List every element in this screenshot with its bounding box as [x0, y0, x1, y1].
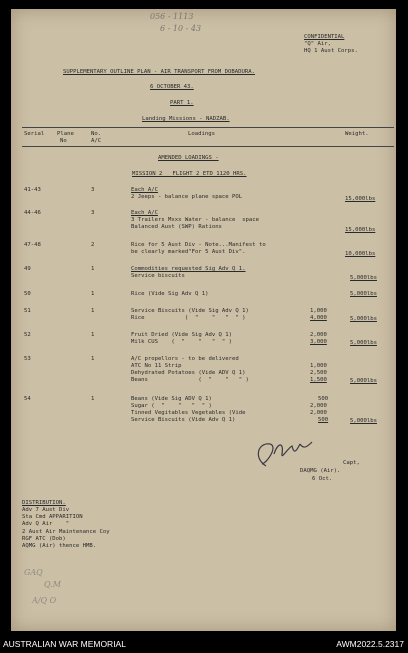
archive-footer — [0, 634, 408, 653]
row-qty: 2,000 — [310, 403, 327, 409]
row-loading: 3 Trailers Mxxx Water - balance space — [131, 217, 259, 223]
handwritten-note: Q.M — [44, 580, 61, 589]
row-loading: Rice ( " " " " ) — [131, 315, 246, 321]
row-qty: 1,000 — [310, 363, 327, 369]
row-loading: Tinned Vegitables Vegetables (Vide — [131, 410, 246, 416]
signature-title: DAQMG (Air). — [300, 468, 341, 474]
row-ac: 1 — [91, 291, 95, 297]
row-loading: Rice (Vide Sig Adv Q 1) — [131, 291, 209, 297]
header-hq: HQ 1 Aust Corps. — [304, 48, 358, 54]
handwritten-reference: 056 - 1113 — [150, 12, 194, 21]
row-ac: 1 — [91, 332, 95, 338]
row-qty: 2,500 — [310, 370, 327, 376]
row-loading: Each A/C — [131, 210, 158, 216]
mission-heading: MISSION 2 FLIGHT 2 ETD 1120 HRS. — [132, 171, 247, 177]
col-serial-header: Serial — [24, 131, 45, 137]
archive-reference: AWM2022.5.2317 — [336, 639, 404, 649]
row-loading: ATC No 11 Strip — [131, 363, 182, 369]
row-weight: 5,000lbs — [350, 275, 377, 281]
row-weight: 5,000lbs — [350, 316, 377, 322]
row-loading: 2 Jeeps - balance plane space POL — [131, 194, 243, 200]
row-ac: 3 — [91, 187, 95, 193]
row-loading: Sugar ( " " " " ) — [131, 403, 212, 409]
handwritten-note: GAQ — [24, 568, 43, 577]
row-weight: 5,000lbs — [350, 291, 377, 297]
row-loading: Dehydrated Potatoes (Vide ADV Q 1) — [131, 370, 246, 376]
row-serial: 53 — [24, 356, 31, 362]
row-loading: Rice for 5 Aust Div - Note...Manifest to — [131, 242, 266, 248]
classification-label: CONFIDENTIAL — [304, 34, 345, 40]
handwritten-signature — [248, 436, 318, 470]
row-serial: 49 — [24, 266, 31, 272]
row-qty: 2,000 — [310, 410, 327, 416]
signature-rank: Capt, — [343, 460, 360, 466]
row-loading: A/C propellors - to be delivered — [131, 356, 239, 362]
row-serial: 52 — [24, 332, 31, 338]
row-serial: 51 — [24, 308, 31, 314]
col-ac-header: A/C — [91, 138, 102, 144]
row-serial: 47-48 — [24, 242, 41, 248]
row-serial: 44-46 — [24, 210, 41, 216]
row-loading: Balanced Aust (SWP) Rations — [131, 224, 222, 230]
col-loadings-header: Loadings — [188, 131, 215, 137]
handwritten-date: 6 - 10 - 43 — [160, 24, 202, 33]
landing-missions-heading: Landing Missions - NADZAB. — [142, 116, 230, 122]
row-loading: Beans ( " " " ) — [131, 377, 249, 383]
row-serial: 50 — [24, 291, 31, 297]
row-qty: 500 — [318, 396, 329, 402]
row-ac: 1 — [91, 356, 95, 362]
amended-heading: AMENDED LOADINGS - — [158, 155, 219, 161]
row-loading: Service Biscuits (Vide Adv Q 1) — [131, 417, 236, 423]
row-weight: 10,000lbs — [345, 251, 376, 257]
handwritten-note: A/Q O — [32, 596, 57, 605]
row-weight: 15,000lbs — [345, 196, 376, 202]
row-loading: Commodities requested Sig Adv Q 1. — [131, 266, 246, 272]
row-qty: 500 — [318, 417, 329, 423]
row-loading: Service biscuits — [131, 273, 185, 279]
row-loading: Service Biscuits (Vide Sig Adv Q 1) — [131, 308, 249, 314]
distribution-item: Adv Q Air " — [22, 521, 70, 527]
row-weight: 5,000lbs — [350, 418, 377, 424]
row-ac: 1 — [91, 266, 95, 272]
row-qty: 3,000 — [310, 339, 327, 345]
row-weight: 15,000lbs — [345, 227, 376, 233]
distribution-item: Sta Cmd APPARITION — [22, 514, 83, 520]
row-loading: be clearly marked"For 5 Aust Div". — [131, 249, 246, 255]
document-title: SUPPLEMENTARY OUTLINE PLAN - AIR TRANSPORT FROM DOBADURA. — [63, 69, 255, 75]
row-qty: 4,000 — [310, 315, 327, 321]
table-header-rule — [22, 146, 394, 147]
distribution-item: 2 Aust Air Maintenance Coy — [22, 529, 110, 535]
row-weight: 5,000lbs — [350, 340, 377, 346]
row-ac: 1 — [91, 308, 95, 314]
row-ac: 1 — [91, 396, 95, 402]
row-qty: 1,000 — [310, 308, 327, 314]
row-serial: 54 — [24, 396, 31, 402]
distribution-item: RGF ATC (Dob) — [22, 536, 66, 542]
col-plane-header-2: No — [60, 138, 67, 144]
row-ac: 2 — [91, 242, 95, 248]
row-serial: 41-43 — [24, 187, 41, 193]
row-qty: 1,500 — [310, 377, 327, 383]
row-loading: Fruit Dried (Vide Sig Adv Q 1) — [131, 332, 233, 338]
col-no-header: No. — [91, 131, 102, 137]
part-heading: PART 1. — [170, 100, 194, 106]
row-qty: 2,000 — [310, 332, 327, 338]
row-loading: Each A/C — [131, 187, 158, 193]
distribution-item: Adv 7 Aust Div — [22, 507, 70, 513]
header-office: "Q" Air, — [304, 41, 331, 47]
archive-name: AUSTRALIAN WAR MEMORIAL — [3, 639, 126, 649]
table-top-rule — [22, 127, 394, 128]
row-weight: 5,000lbs — [350, 378, 377, 384]
row-loading: Milk CUS ( " " " " ) — [131, 339, 233, 345]
signature-date: 6 Oct. — [312, 476, 333, 482]
distribution-heading: DISTRIBUTION. — [22, 500, 66, 506]
col-weight-header: Weight. — [345, 131, 369, 137]
col-plane-header: Plane — [57, 131, 74, 137]
document-date: 6 OCTOBER 43. — [150, 84, 194, 90]
row-ac: 3 — [91, 210, 95, 216]
row-loading: Beans (Vide Sig ADV Q 1) — [131, 396, 212, 402]
distribution-item: AQMG (Air) thence HMB. — [22, 543, 97, 549]
